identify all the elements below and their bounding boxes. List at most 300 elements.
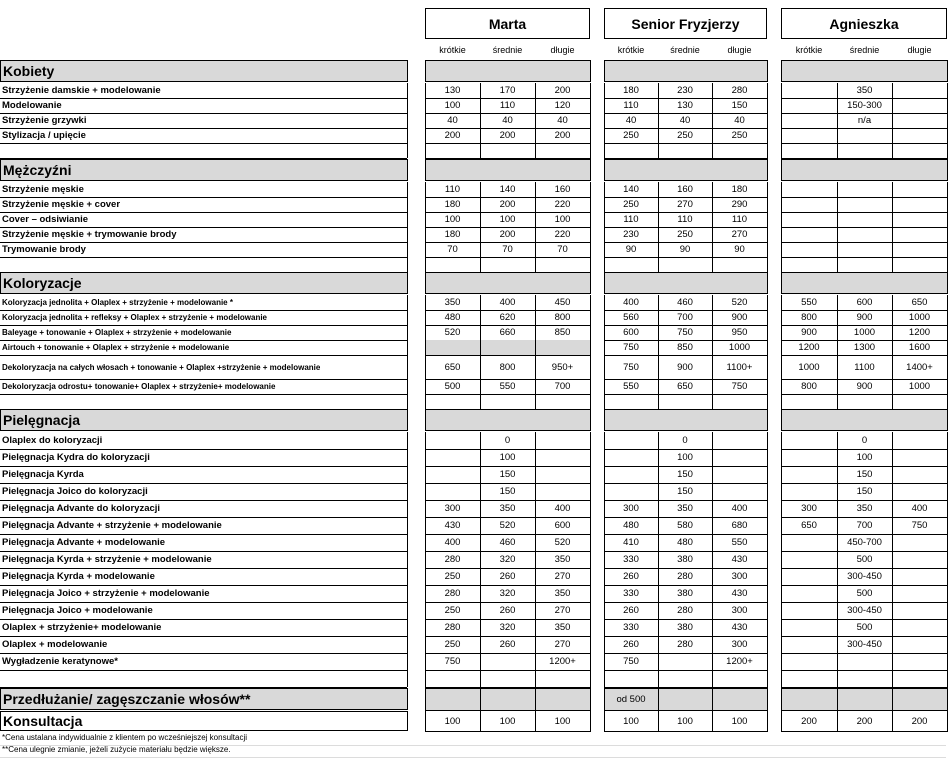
price-cell bbox=[781, 242, 837, 257]
price-cell: 750 bbox=[623, 656, 639, 667]
price-cell: n/a bbox=[857, 115, 872, 126]
price-cell bbox=[712, 483, 767, 500]
price-cell: 100 bbox=[499, 214, 516, 225]
price-cell: 1200 bbox=[908, 327, 931, 338]
column-rule bbox=[604, 159, 605, 181]
price-cell bbox=[535, 394, 590, 409]
price-cell bbox=[781, 483, 837, 500]
price-cell: 150 bbox=[731, 100, 748, 111]
price-cell: 580 bbox=[677, 520, 693, 531]
service-label: Pielęgnacja Advante + strzyżenie + modelowanie bbox=[2, 520, 222, 531]
price-cell: 270 bbox=[731, 229, 748, 240]
service-label: Dekoloryzacja na całych włosach + tonowanie + Olaplex +strzyżenie + modelowanie bbox=[2, 362, 321, 372]
price-cell bbox=[781, 602, 837, 619]
price-cell: 300 bbox=[623, 503, 639, 514]
length-subheader: krótkie bbox=[795, 45, 823, 55]
service-label bbox=[0, 257, 407, 272]
section-header-cell bbox=[892, 272, 948, 294]
price-cell bbox=[658, 653, 712, 670]
price-cell bbox=[781, 113, 837, 128]
price-cell: 200 bbox=[499, 229, 516, 240]
length-subheader: średnie bbox=[670, 45, 700, 55]
column-rule bbox=[767, 711, 768, 731]
price-cell: 800 bbox=[554, 312, 571, 323]
footnote: *Cena ustalana indywidualnie z klientem po wcześniejszej konsultacji bbox=[2, 733, 248, 742]
price-cell: 450-700 bbox=[847, 537, 882, 548]
service-label: Pielęgnacja Advante + modelowanie bbox=[2, 537, 166, 548]
price-cell bbox=[892, 619, 947, 636]
column-rule bbox=[590, 295, 591, 409]
price-cell: 250 bbox=[444, 639, 461, 650]
price-cell: 150 bbox=[677, 486, 693, 497]
column-rule bbox=[837, 711, 838, 731]
price-cell: 280 bbox=[677, 571, 693, 582]
section-header-cell bbox=[480, 409, 536, 431]
price-cell bbox=[480, 670, 535, 687]
price-cell bbox=[781, 212, 837, 227]
price-cell: 150 bbox=[499, 486, 516, 497]
price-cell: 40 bbox=[734, 115, 745, 126]
column-rule bbox=[658, 688, 659, 710]
guide-rule bbox=[0, 757, 946, 758]
price-cell: 450 bbox=[554, 297, 571, 308]
price-cell bbox=[535, 466, 590, 483]
price-cell bbox=[425, 257, 480, 272]
section-header-cell bbox=[892, 409, 948, 431]
column-rule bbox=[407, 182, 408, 272]
column-rule bbox=[781, 432, 782, 687]
price-cell: 120 bbox=[554, 100, 571, 111]
column-rule bbox=[781, 182, 782, 272]
price-cell: 400 bbox=[623, 297, 639, 308]
service-label: Olaplex + modelowanie bbox=[2, 639, 108, 650]
price-cell bbox=[535, 688, 590, 710]
price-cell: 100 bbox=[731, 715, 748, 727]
column-rule bbox=[892, 295, 893, 409]
price-cell: 40 bbox=[625, 115, 637, 126]
section-header-cell bbox=[604, 409, 659, 431]
price-cell bbox=[535, 340, 590, 355]
price-cell bbox=[781, 83, 837, 98]
price-cell: 300 bbox=[731, 639, 748, 650]
price-cell bbox=[712, 466, 767, 483]
price-cell bbox=[892, 83, 947, 98]
price-cell: 270 bbox=[554, 605, 571, 616]
service-label: Baleyage + tonowanie + Olaplex + strzyżenie + modelowanie bbox=[2, 328, 232, 337]
price-cell bbox=[712, 670, 767, 687]
price-cell: 70 bbox=[502, 244, 513, 255]
price-cell bbox=[604, 483, 658, 500]
service-label: Stylizacja / upięcie bbox=[2, 130, 86, 141]
column-rule bbox=[658, 83, 659, 158]
price-cell: 400 bbox=[731, 503, 748, 514]
price-cell bbox=[892, 653, 947, 670]
price-cell bbox=[781, 182, 837, 197]
price-cell bbox=[892, 182, 947, 197]
price-cell: 350 bbox=[554, 588, 571, 599]
price-cell: 330 bbox=[623, 588, 639, 599]
price-cell: 480 bbox=[623, 520, 639, 531]
price-cell: 300 bbox=[731, 571, 748, 582]
price-cell bbox=[837, 670, 892, 687]
column-rule bbox=[604, 272, 605, 294]
section-header-cell bbox=[781, 409, 838, 431]
price-cell: od 500 bbox=[604, 688, 658, 710]
price-cell: 500 bbox=[444, 381, 461, 392]
column-rule bbox=[480, 688, 481, 710]
service-label: Pielęgnacja Kydra do koloryzacji bbox=[2, 452, 150, 463]
price-cell: 40 bbox=[557, 115, 568, 126]
price-cell: 230 bbox=[623, 229, 639, 240]
price-cell bbox=[892, 98, 947, 113]
column-rule bbox=[407, 83, 408, 158]
stylist-header: Marta bbox=[425, 8, 590, 39]
service-label: Olaplex + strzyżenie+ modelowanie bbox=[2, 622, 162, 633]
price-cell: 100 bbox=[499, 715, 516, 727]
price-cell: 330 bbox=[623, 554, 639, 565]
footnote: **Cena ulegnie zmianie, jeżeli zużycie materiału będzie większe. bbox=[2, 745, 231, 754]
price-cell: 110 bbox=[623, 100, 639, 111]
price-cell: 280 bbox=[677, 605, 693, 616]
price-cell bbox=[781, 128, 837, 143]
price-cell bbox=[837, 197, 892, 212]
price-cell: 100 bbox=[554, 715, 571, 727]
price-cell: 410 bbox=[623, 537, 639, 548]
price-cell: 110 bbox=[623, 214, 639, 225]
price-cell: 900 bbox=[801, 327, 817, 338]
column-rule bbox=[767, 432, 768, 687]
price-cell bbox=[480, 143, 535, 158]
column-rule bbox=[781, 159, 782, 181]
service-label: Koloryzacja jednolita + refleksy + Olaplex + strzyżenie + modelowanie bbox=[2, 313, 267, 322]
price-cell: 500 bbox=[856, 588, 873, 599]
price-cell: 700 bbox=[554, 381, 571, 392]
price-cell: 1100+ bbox=[726, 361, 753, 373]
column-rule bbox=[767, 83, 768, 158]
price-cell bbox=[892, 551, 947, 568]
price-cell: 200 bbox=[444, 130, 461, 141]
price-cell: 800 bbox=[801, 312, 817, 323]
price-cell bbox=[425, 432, 480, 449]
price-cell: 1000 bbox=[853, 327, 876, 338]
price-cell bbox=[425, 143, 480, 158]
column-rule bbox=[590, 711, 591, 731]
row-rule bbox=[781, 731, 948, 732]
price-cell: 110 bbox=[677, 214, 693, 225]
section-header-cell bbox=[712, 409, 768, 431]
price-cell: 750 bbox=[677, 327, 693, 338]
extension-header: Przedłużanie/ zagęszczanie włosów** bbox=[0, 688, 408, 710]
row-rule bbox=[425, 731, 591, 732]
price-cell: 100 bbox=[444, 100, 461, 111]
service-label: Pielęgnacja Advante do koloryzacji bbox=[2, 503, 161, 514]
price-cell: 620 bbox=[499, 312, 516, 323]
price-cell: 100 bbox=[499, 452, 516, 463]
price-cell bbox=[892, 449, 947, 466]
section-header-cell bbox=[425, 409, 481, 431]
column-rule bbox=[781, 409, 782, 431]
section-header-cell bbox=[604, 159, 659, 181]
section-header-cell bbox=[781, 272, 838, 294]
column-rule bbox=[407, 295, 408, 409]
column-rule bbox=[480, 295, 481, 409]
column-rule bbox=[535, 83, 536, 158]
column-rule bbox=[425, 272, 426, 294]
price-cell: 90 bbox=[734, 244, 745, 255]
price-cell bbox=[658, 670, 712, 687]
price-cell: 550 bbox=[801, 297, 817, 308]
price-cell bbox=[480, 340, 535, 355]
price-cell: 350 bbox=[856, 85, 873, 96]
column-rule bbox=[535, 432, 536, 687]
price-cell bbox=[781, 257, 837, 272]
price-cell bbox=[604, 466, 658, 483]
price-cell: 380 bbox=[677, 554, 693, 565]
price-cell: 40 bbox=[679, 115, 691, 126]
price-cell: 400 bbox=[444, 537, 461, 548]
length-subheader: długie bbox=[727, 45, 752, 55]
price-cell: 100 bbox=[554, 214, 571, 225]
service-label: Cover – odsiwianie bbox=[2, 214, 89, 225]
price-cell: 520 bbox=[554, 537, 571, 548]
price-cell bbox=[425, 483, 480, 500]
price-cell bbox=[837, 394, 892, 409]
price-cell: 1600 bbox=[908, 342, 931, 353]
service-label: Olaplex do koloryzacji bbox=[2, 435, 103, 446]
price-cell: 300-450 bbox=[847, 605, 882, 616]
price-cell: 900 bbox=[856, 312, 873, 323]
section-header-cell bbox=[480, 272, 536, 294]
service-label: Airtouch + tonowanie + Olaplex + strzyżenie + modelowanie bbox=[2, 343, 230, 352]
price-cell bbox=[781, 227, 837, 242]
price-cell bbox=[535, 670, 590, 687]
price-cell: 110 bbox=[731, 214, 748, 225]
service-label: Wygładzenie keratynowe* bbox=[2, 656, 118, 667]
price-cell: 260 bbox=[623, 571, 639, 582]
column-rule bbox=[425, 432, 426, 687]
column-rule bbox=[535, 295, 536, 409]
price-cell: 500 bbox=[856, 622, 873, 633]
column-rule bbox=[480, 711, 481, 731]
price-cell: 950+ bbox=[551, 361, 574, 373]
price-cell: 380 bbox=[677, 622, 693, 633]
length-subheader: długie bbox=[550, 45, 575, 55]
price-cell: 350 bbox=[499, 503, 516, 514]
price-cell: 550 bbox=[731, 537, 748, 548]
price-cell bbox=[781, 688, 837, 710]
price-cell: 350 bbox=[856, 503, 873, 514]
section-header-cell bbox=[480, 60, 536, 82]
price-cell bbox=[781, 432, 837, 449]
price-cell: 550 bbox=[499, 381, 516, 392]
price-cell: 320 bbox=[499, 554, 516, 565]
section-header-cell bbox=[535, 159, 591, 181]
service-label bbox=[0, 670, 407, 687]
price-cell: 750 bbox=[731, 381, 748, 392]
column-rule bbox=[425, 159, 426, 181]
price-cell: 150 bbox=[677, 469, 693, 480]
price-cell bbox=[781, 394, 837, 409]
length-subheader: średnie bbox=[492, 45, 523, 55]
price-cell bbox=[425, 466, 480, 483]
price-cell: 1100 bbox=[854, 361, 875, 373]
price-cell bbox=[892, 113, 947, 128]
price-cell: 100 bbox=[856, 452, 873, 463]
price-cell: 200 bbox=[499, 130, 516, 141]
column-rule bbox=[604, 688, 605, 710]
price-cell: 660 bbox=[499, 327, 516, 338]
price-cell: 40 bbox=[502, 115, 513, 126]
price-cell: 260 bbox=[499, 605, 516, 616]
price-cell bbox=[535, 257, 590, 272]
column-rule bbox=[604, 60, 605, 82]
price-cell bbox=[781, 636, 837, 653]
price-cell: 230 bbox=[677, 85, 693, 96]
price-cell: 110 bbox=[499, 100, 516, 111]
service-label: Strzyżenie męskie + trymowanie brody bbox=[2, 229, 177, 240]
service-label: Strzyżenie męskie bbox=[2, 184, 84, 195]
length-subheader: krótkie bbox=[617, 45, 645, 55]
price-cell: 280 bbox=[444, 588, 461, 599]
price-cell bbox=[480, 688, 535, 710]
section-header-cell bbox=[837, 159, 893, 181]
price-cell bbox=[712, 257, 767, 272]
price-cell bbox=[781, 568, 837, 585]
column-rule bbox=[892, 688, 893, 710]
section-header-cell bbox=[712, 159, 768, 181]
price-cell bbox=[892, 636, 947, 653]
price-cell: 350 bbox=[444, 297, 461, 308]
price-cell: 600 bbox=[554, 520, 571, 531]
price-cell: 1000 bbox=[798, 361, 820, 373]
length-subheader: długie bbox=[907, 45, 932, 55]
price-cell: 680 bbox=[731, 520, 748, 531]
price-cell: 520 bbox=[444, 327, 461, 338]
service-label bbox=[0, 394, 407, 409]
column-rule bbox=[425, 60, 426, 82]
price-cell bbox=[781, 143, 837, 158]
column-rule bbox=[781, 83, 782, 158]
price-cell bbox=[781, 534, 837, 551]
price-cell: 400 bbox=[911, 503, 928, 514]
price-cell: 350 bbox=[554, 554, 571, 565]
price-cell: 180 bbox=[444, 199, 461, 210]
section-header-cell bbox=[658, 60, 713, 82]
price-cell: 130 bbox=[677, 100, 693, 111]
price-cell: 70 bbox=[447, 244, 458, 255]
price-cell: 150 bbox=[499, 469, 516, 480]
column-rule bbox=[892, 432, 893, 687]
price-cell: 140 bbox=[499, 184, 516, 195]
section-header-cell bbox=[837, 409, 893, 431]
price-cell: 250 bbox=[623, 199, 639, 210]
column-rule bbox=[712, 295, 713, 409]
price-cell: 250 bbox=[677, 130, 693, 141]
price-cell: 250 bbox=[677, 229, 693, 240]
section-header-cell bbox=[658, 272, 713, 294]
price-cell bbox=[535, 143, 590, 158]
price-cell bbox=[604, 449, 658, 466]
price-cell: 300-450 bbox=[847, 639, 882, 650]
section-header-cell bbox=[781, 159, 838, 181]
section-header-cell bbox=[604, 60, 659, 82]
column-rule bbox=[837, 83, 838, 158]
column-rule bbox=[781, 295, 782, 409]
price-cell bbox=[781, 670, 837, 687]
price-cell: 150-300 bbox=[847, 100, 882, 111]
price-cell: 280 bbox=[444, 622, 461, 633]
price-cell: 170 bbox=[499, 85, 516, 96]
price-cell bbox=[892, 602, 947, 619]
column-rule bbox=[658, 711, 659, 731]
price-cell bbox=[781, 585, 837, 602]
price-cell: 260 bbox=[499, 571, 516, 582]
column-rule bbox=[658, 182, 659, 272]
price-cell bbox=[892, 483, 947, 500]
price-cell: 250 bbox=[731, 130, 748, 141]
price-cell bbox=[892, 143, 947, 158]
price-cell bbox=[892, 568, 947, 585]
column-rule bbox=[712, 182, 713, 272]
section-header: Mężczyźni bbox=[0, 159, 408, 181]
price-cell: 750 bbox=[623, 361, 639, 373]
column-rule bbox=[781, 711, 782, 731]
service-label: Pielęgnacja Joico + strzyżenie + modelowanie bbox=[2, 588, 210, 599]
price-cell bbox=[425, 394, 480, 409]
column-rule bbox=[892, 711, 893, 731]
price-cell: 160 bbox=[677, 184, 693, 195]
column-rule bbox=[837, 295, 838, 409]
price-cell: 900 bbox=[856, 381, 873, 392]
price-cell bbox=[604, 143, 658, 158]
price-cell bbox=[781, 449, 837, 466]
section-header-cell bbox=[535, 60, 591, 82]
price-cell: 200 bbox=[554, 130, 571, 141]
price-cell: 200 bbox=[499, 199, 516, 210]
price-cell: 70 bbox=[557, 244, 568, 255]
price-cell bbox=[781, 619, 837, 636]
stylist-header: Senior Fryzjerzy bbox=[604, 8, 767, 39]
price-cell bbox=[837, 182, 892, 197]
price-cell: 180 bbox=[444, 229, 461, 240]
price-cell: 900 bbox=[731, 312, 748, 323]
column-rule bbox=[425, 182, 426, 272]
column-rule bbox=[781, 688, 782, 710]
price-cell: 900 bbox=[677, 361, 693, 373]
price-cell bbox=[892, 688, 947, 710]
price-cell: 800 bbox=[801, 381, 817, 392]
price-cell: 1000 bbox=[908, 381, 931, 392]
price-cell: 430 bbox=[444, 520, 461, 531]
column-rule bbox=[837, 688, 838, 710]
price-cell: 1400+ bbox=[906, 361, 933, 373]
column-rule bbox=[425, 83, 426, 158]
price-cell: 430 bbox=[731, 554, 748, 565]
service-label: Koloryzacja jednolita + Olaplex + strzyżenie + modelowanie * bbox=[2, 298, 233, 307]
length-subheader: krótkie bbox=[439, 45, 466, 55]
price-cell: 560 bbox=[623, 312, 639, 323]
column-rule bbox=[712, 711, 713, 731]
price-cell: 650 bbox=[911, 297, 928, 308]
service-label: Strzyżenie grzywki bbox=[2, 115, 87, 126]
price-cell bbox=[892, 197, 947, 212]
price-cell: 650 bbox=[444, 361, 461, 373]
column-rule bbox=[712, 688, 713, 710]
price-cell: 300 bbox=[731, 605, 748, 616]
price-cell bbox=[837, 128, 892, 143]
price-cell: 500 bbox=[856, 554, 873, 565]
section-header-cell bbox=[658, 409, 713, 431]
